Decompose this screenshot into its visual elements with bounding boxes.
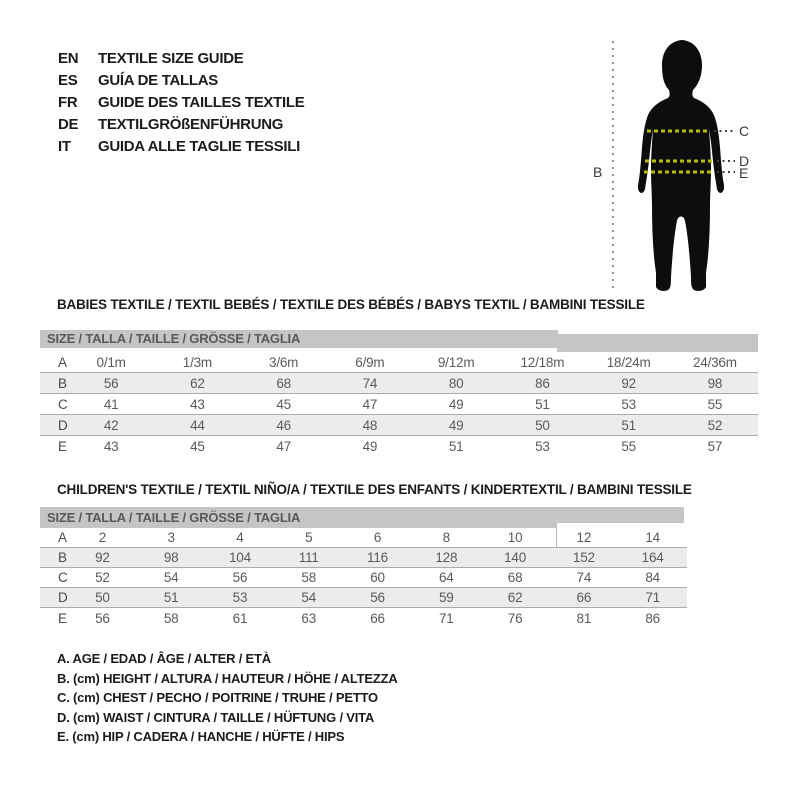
language-code: EN <box>58 49 79 67</box>
language-code: FR <box>58 93 78 111</box>
babies-section-title: BABIES TEXTILE / TEXTIL BEBÉS / TEXTILE DES BÉBÉS / BABYS TEXTIL / BAMBINI TESSILE <box>57 297 645 312</box>
size-value: 41 <box>103 396 119 412</box>
language-row-fr <box>58 91 304 113</box>
size-value: 74 <box>576 570 592 585</box>
size-value: 58 <box>301 570 317 585</box>
size-value: 66 <box>370 610 385 626</box>
size-value: 47 <box>276 439 291 454</box>
size-value: 50 <box>535 417 550 433</box>
size-value: 59 <box>438 590 454 605</box>
size-value: 53 <box>232 590 248 605</box>
size-value: 53 <box>535 439 550 454</box>
size-value: 104 <box>228 550 251 565</box>
language-row-de <box>58 113 304 135</box>
language-code: IT <box>58 137 71 155</box>
size-value: 152 <box>572 550 595 565</box>
size-value: 54 <box>163 570 179 585</box>
size-value: 9/12m <box>437 354 475 370</box>
size-value: 5 <box>305 530 313 545</box>
children-size-table <box>40 507 687 631</box>
size-row-A <box>40 352 758 373</box>
size-value: 1/3m <box>182 354 212 370</box>
size-value: 49 <box>362 439 378 454</box>
size-value: 6 <box>373 530 382 545</box>
language-title: GUIDA ALLE TAGLIE TESSILI <box>98 137 300 155</box>
size-value: 54 <box>301 590 317 605</box>
size-value: 71 <box>645 590 660 605</box>
size-value: 3/6m <box>269 354 299 370</box>
row-label: B <box>58 550 67 565</box>
language-title: GUIDE DES TAILLES TEXTILE <box>98 93 305 111</box>
size-value: 51 <box>163 590 179 605</box>
size-value: 49 <box>448 396 464 412</box>
size-value: 116 <box>367 550 388 565</box>
size-value: 71 <box>438 610 454 626</box>
size-value: 24/36m <box>692 354 737 370</box>
size-value: 47 <box>362 396 378 412</box>
size-value: 111 <box>298 550 319 565</box>
language-title: TEXTILE SIZE GUIDE <box>98 49 244 67</box>
size-row-C <box>40 568 687 588</box>
size-value: 0/1m <box>96 354 126 370</box>
language-row-en <box>58 47 304 69</box>
size-value: 51 <box>621 417 636 433</box>
size-row-E <box>40 436 758 457</box>
size-value: 56 <box>95 610 110 626</box>
measurement-legend <box>57 651 398 749</box>
legend-age: A. AGE / EDAD / ÂGE / ALTER / ETÀ <box>57 651 271 666</box>
babies-table-body <box>40 352 758 457</box>
language-row-es <box>58 69 304 91</box>
size-value: 3 <box>167 530 175 545</box>
measurement-figure <box>585 25 777 303</box>
size-value: 45 <box>276 396 291 412</box>
size-row-B <box>40 548 687 568</box>
size-row-C <box>40 394 758 415</box>
size-row-E <box>40 608 687 628</box>
size-value: 10 <box>507 530 523 545</box>
size-value: 61 <box>232 610 248 626</box>
size-value: 55 <box>707 396 723 412</box>
size-value: 76 <box>507 610 523 626</box>
language-row-it <box>58 135 304 157</box>
size-row-A <box>40 528 687 548</box>
size-value: 12 <box>576 530 592 545</box>
babies-size-table <box>40 330 758 460</box>
legend-chest: C. (cm) CHEST / PECHO / POITRINE / TRUHE / PETTO <box>57 690 378 705</box>
size-value: 92 <box>621 375 636 391</box>
size-value: 2 <box>98 530 107 545</box>
size-value: 46 <box>276 417 291 433</box>
waist-label: D <box>739 153 750 169</box>
children-size-header: SIZE / TALLA / TAILLE / GRÖSSE / TAGLIA <box>47 510 301 525</box>
row-label: C <box>58 396 68 412</box>
size-value: 74 <box>362 375 378 391</box>
size-value: 68 <box>276 375 291 391</box>
size-value: 18/24m <box>606 354 651 370</box>
size-value: 43 <box>190 396 205 412</box>
size-value: 128 <box>435 550 458 565</box>
size-value: 62 <box>507 590 523 605</box>
legend-waist: D. (cm) WAIST / CINTURA / TAILLE / HÜFTUNG / VITA <box>57 709 375 725</box>
size-value: 80 <box>448 375 464 391</box>
size-value: 57 <box>707 439 723 454</box>
size-value: 60 <box>370 570 385 585</box>
size-row-D <box>40 415 758 436</box>
legend-hip: E. (cm) HIP / CADERA / HANCHE / HÜFTE / HIPS <box>57 729 345 744</box>
size-value: 66 <box>576 590 592 605</box>
row-label: D <box>58 417 68 433</box>
children-section-title: CHILDREN'S TEXTILE / TEXTIL NIÑO/A / TEXTILE DES ENFANTS / KINDERTEXTIL / BAMBINI TESSILE <box>57 482 692 497</box>
row-label: A <box>58 354 67 370</box>
size-value: 56 <box>103 375 119 391</box>
size-value: 52 <box>707 417 723 433</box>
size-value: 98 <box>707 375 723 391</box>
size-value: 50 <box>95 590 110 605</box>
babies-size-header: SIZE / TALLA / TAILLE / GRÖSSE / TAGLIA <box>47 331 301 346</box>
size-value: 62 <box>190 375 205 391</box>
size-value: 58 <box>163 610 179 626</box>
hip-label: E <box>739 165 749 181</box>
size-value: 45 <box>190 439 205 454</box>
size-row-B <box>40 373 758 394</box>
row-label: E <box>58 610 67 626</box>
size-value: 56 <box>370 590 385 605</box>
size-row-D <box>40 588 687 608</box>
size-value: 42 <box>103 417 119 433</box>
size-value: 68 <box>507 570 523 585</box>
language-title: GUÍA DE TALLAS <box>98 71 218 89</box>
language-code: DE <box>58 115 79 133</box>
size-value: 164 <box>641 550 664 565</box>
row-label: B <box>58 375 67 391</box>
language-header <box>58 47 304 157</box>
chest-label: C <box>739 123 750 139</box>
size-value: 44 <box>190 417 205 433</box>
row-label: C <box>58 570 68 585</box>
size-value: 4 <box>236 530 244 545</box>
size-value: 86 <box>535 375 550 391</box>
height-label: B <box>593 164 603 180</box>
size-value: 55 <box>621 439 636 454</box>
row-label: E <box>58 439 67 454</box>
legend-height: B. (cm) HEIGHT / ALTURA / HAUTEUR / HÖHE / ALTEZZA <box>57 670 398 686</box>
size-value: 6/9m <box>355 354 385 370</box>
size-value: 48 <box>362 417 378 433</box>
size-value: 63 <box>301 610 317 626</box>
size-value: 84 <box>645 570 660 585</box>
size-value: 12/18m <box>520 354 565 370</box>
size-value: 51 <box>535 396 550 412</box>
child-body <box>638 40 724 291</box>
size-value: 140 <box>504 550 527 565</box>
babies-header-bar-right-segment <box>557 334 758 352</box>
size-value: 98 <box>163 550 179 565</box>
size-value: 53 <box>621 396 636 412</box>
size-value: 64 <box>438 570 454 585</box>
children-table-body <box>40 528 687 628</box>
size-value: 49 <box>448 417 464 433</box>
size-value: 92 <box>95 550 110 565</box>
size-value: 51 <box>448 439 464 454</box>
language-code: ES <box>58 71 78 89</box>
size-value: 43 <box>103 439 119 454</box>
language-title: TEXTILGRÖßENFÜHRUNG <box>98 115 284 133</box>
row-label: A <box>58 530 67 545</box>
size-value: 86 <box>645 610 660 626</box>
row-label: D <box>58 590 68 605</box>
size-value: 52 <box>95 570 110 585</box>
size-value: 81 <box>576 610 592 626</box>
size-value: 56 <box>232 570 248 585</box>
size-value: 8 <box>442 530 450 545</box>
size-value: 14 <box>645 530 660 545</box>
